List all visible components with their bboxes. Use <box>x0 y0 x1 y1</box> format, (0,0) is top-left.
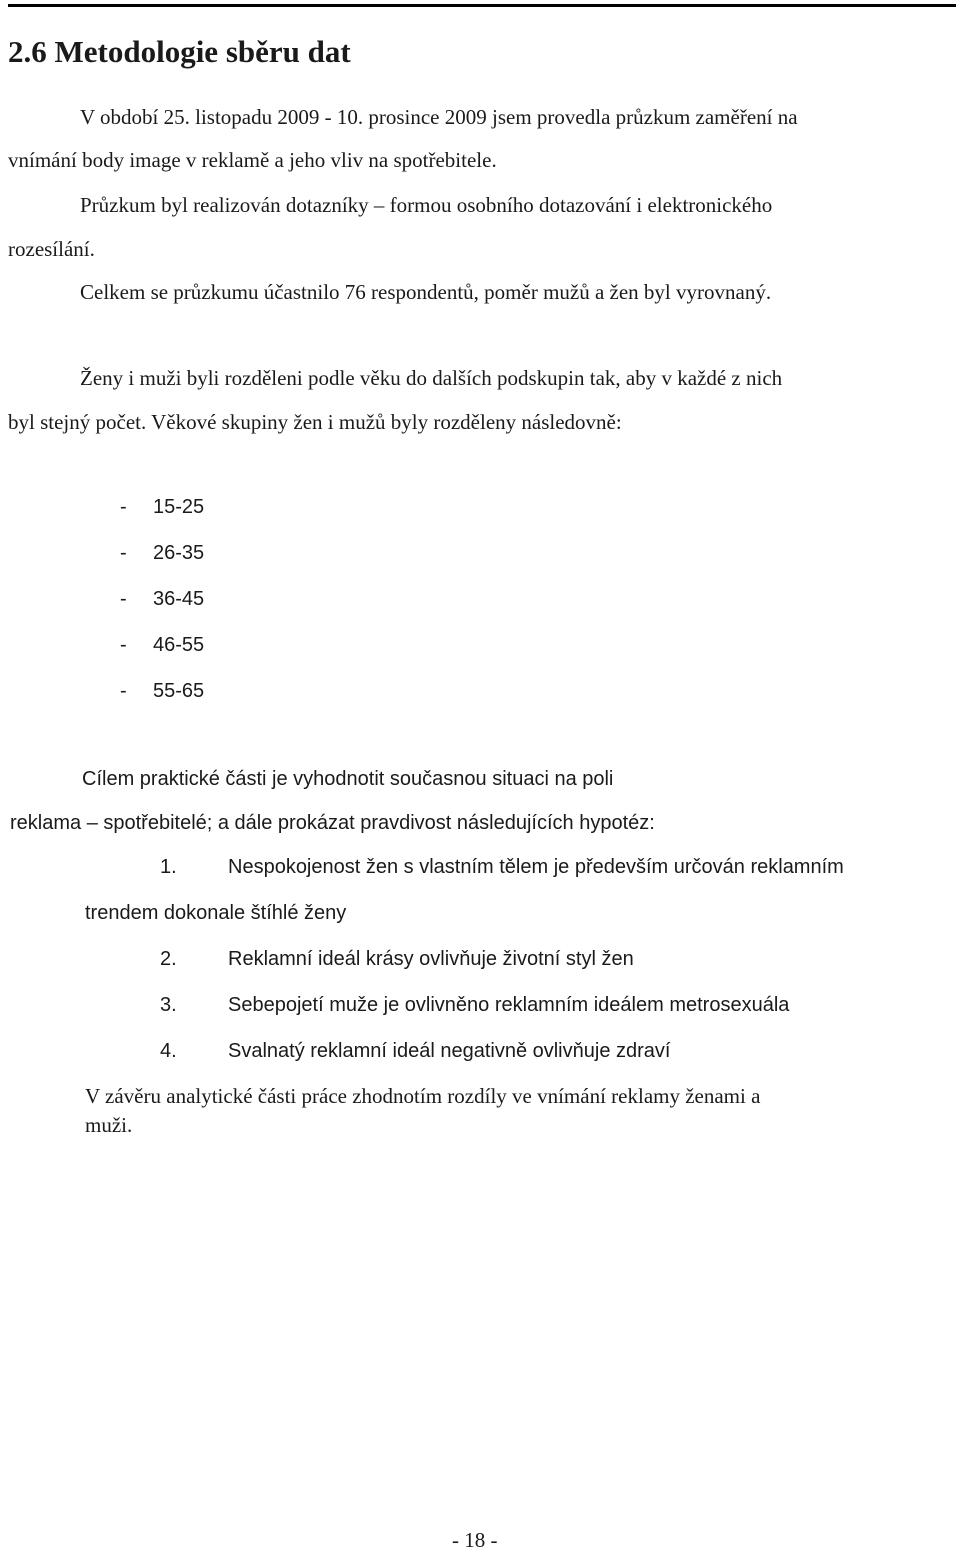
age-group-dash: - <box>120 542 127 564</box>
age-group-item: 26-35 <box>153 542 205 564</box>
hypothesis-text: Sebepojetí muže je ovlivněno reklamním ideálem metrosexuála <box>228 994 790 1016</box>
hypothesis-text: Svalnatý reklamní ideál negativně ovlivňuje zdraví <box>228 1040 671 1062</box>
paragraph-goal-line2: reklama – spotřebitelé; a dále prokázat pravdivost následujících hypotéz: <box>10 812 655 834</box>
age-group-dash: - <box>120 680 127 702</box>
paragraph-conclusion-line2: muži. <box>85 1113 133 1137</box>
hypothesis-number: 3. <box>160 994 177 1016</box>
section-heading: 2.6 Metodologie sběru dat <box>8 34 351 69</box>
hypothesis-number: 1. <box>160 856 177 878</box>
paragraph-groups-line1: Ženy i muži byli rozděleni podle věku do dalších podskupin tak, aby v každé z nich <box>80 366 783 390</box>
paragraph-method-line1: Průzkum byl realizován dotazníky – formou osobního dotazování i elektronického <box>80 193 773 217</box>
paragraph-goal-line1: Cílem praktické části je vyhodnotit současnou situaci na poli <box>82 768 614 790</box>
paragraph-method-line2: rozesílání. <box>8 237 95 261</box>
age-group-item: 15-25 <box>153 496 205 518</box>
page-number: - 18 - <box>452 1528 498 1552</box>
hypothesis-text: Reklamní ideál krásy ovlivňuje životní styl žen <box>228 948 634 970</box>
age-group-dash: - <box>120 496 127 518</box>
hypothesis-text: Nespokojenost žen s vlastním tělem je především určován reklamním <box>228 856 844 878</box>
age-group-dash: - <box>120 588 127 610</box>
hypothesis-number: 4. <box>160 1040 177 1062</box>
hypothesis-number: 2. <box>160 948 177 970</box>
paragraph-groups-line2: byl stejný počet. Věkové skupiny žen i mužů byly rozděleny následovně: <box>8 410 622 434</box>
paragraph-period-line2: vnímání body image v reklamě a jeho vliv na spotřebitele. <box>8 148 497 172</box>
top-rule <box>8 4 956 7</box>
age-group-item: 46-55 <box>153 634 205 656</box>
age-group-item: 55-65 <box>153 680 205 702</box>
paragraph-period-line1: V období 25. listopadu 2009 - 10. prosince 2009 jsem provedla průzkum zaměření na <box>80 105 798 129</box>
age-group-dash: - <box>120 634 127 656</box>
hypothesis-text-continuation: trendem dokonale štíhlé ženy <box>85 902 347 924</box>
age-group-item: 36-45 <box>153 588 205 610</box>
paragraph-respondents: Celkem se průzkumu účastnilo 76 respondentů, poměr mužů a žen byl vyrovnaný. <box>80 280 772 304</box>
paragraph-conclusion-line1: V závěru analytické části práce zhodnotím rozdíly ve vnímání reklamy ženami a <box>85 1084 761 1108</box>
